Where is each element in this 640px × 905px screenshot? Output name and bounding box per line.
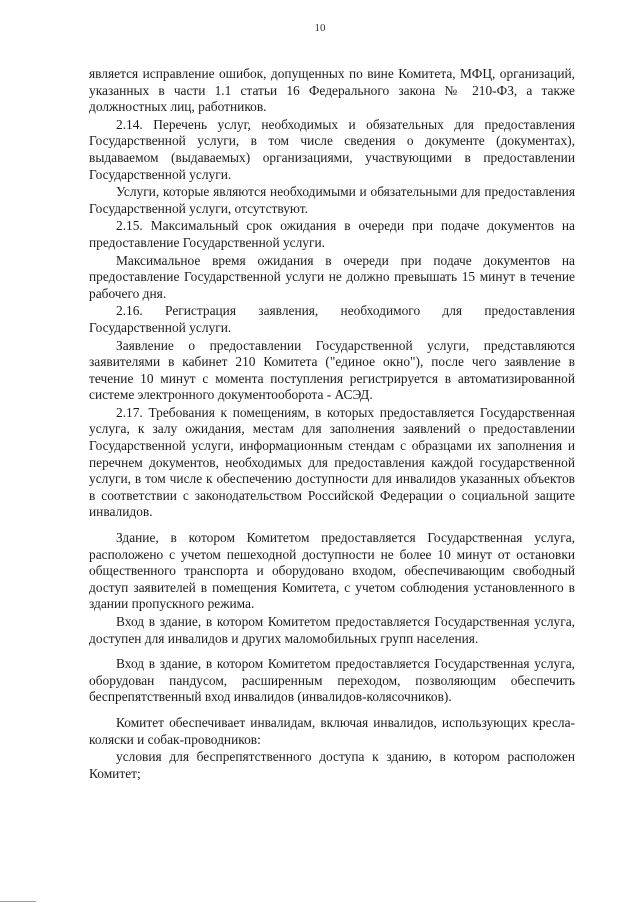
paragraph-2-16: 2.16. Регистрация заявления, необходимого для предоставления Государственной услуги. [89, 303, 575, 335]
paragraph-access-conditions: условия для беспрепятственного доступа к зданию, в котором расположен Комитет; [89, 749, 575, 781]
paragraph-building-location: Здание, в котором Комитетом предоставляется Государственная услуга, расположено с учетом пешеходной доступности не более 10 минут от остановки общественного транспорта и оборудовано входом, обеспечивающим свободный доступ заявителей в помещения Комитета, с учетом соблюдения установленного в здании пропускного режима. [89, 530, 575, 612]
paragraph-2-17: 2.17. Требования к помещениям, в которых предоставляется Государственная услуга, к залу ожидания, местам для заполнения заявлений о предоставлении Государственной услуги, информационным стендам с образцами их заполнения и перечнем документов, необходимых для предоставления каждой государственной услуги, в том числе к обеспечению доступности для инвалидов указанных объектов в соответствии с законодательством Российской Федерации о социальной защите инвалидов. [89, 404, 575, 520]
paragraph-services-absent: Услуги, которые являются необходимыми и обязательными для предоставления Государственной услуги, отсутствуют. [89, 184, 575, 216]
paragraph-entrance-ramp: Вход в здание, в котором Комитетом предоставляется Государственная услуга, оборудован пандусом, расширенным переходом, позволяющим обеспечить беспрепятственный вход инвалидов (инвалидов-колясочников). [89, 656, 575, 705]
document-body [89, 66, 575, 783]
paragraph-committee-provides: Комитет обеспечивает инвалидам, включая инвалидов, использующих кресла-коляски и собак-проводников: [89, 714, 575, 747]
paragraph-entrance-accessible: Вход в здание, в котором Комитетом предоставляется Государственная услуга, доступен для инвалидов и других маломобильных групп населения. [89, 614, 575, 646]
paragraph-max-wait: Максимальное время ожидания в очереди при подаче документов на предоставление Государственной услуги не должно превышать 15 минут в течение рабочего дня. [89, 252, 575, 301]
paragraph-continuation: является исправление ошибок, допущенных по вине Комитета, МФЦ, организаций, указанных в части 1.1 статьи 16 Федерального закона № 210-ФЗ, а также должностных лиц, работников. [89, 66, 575, 115]
paragraph-registration: Заявление о предоставлении Государственной услуги, представляются заявителями в кабинет 210 Комитета ("единое окно"), после чего заявление в течение 10 минут с момента поступления регистрируется в автоматизированной системе электронного документооборота - АСЭД. [89, 337, 575, 403]
scan-edge-mark [0, 901, 36, 902]
paragraph-2-15: 2.15. Максимальный срок ожидания в очереди при подаче документов на предоставление Государственной услуги. [89, 218, 575, 250]
paragraph-2-14: 2.14. Перечень услуг, необходимых и обязательных для предоставления Государственной услуги, в том числе сведения о документе (документах), выдаваемом (выдаваемых) организациями, участвующими в предоставлении Государственной услуги. [89, 116, 575, 182]
page-number: 10 [314, 22, 326, 34]
